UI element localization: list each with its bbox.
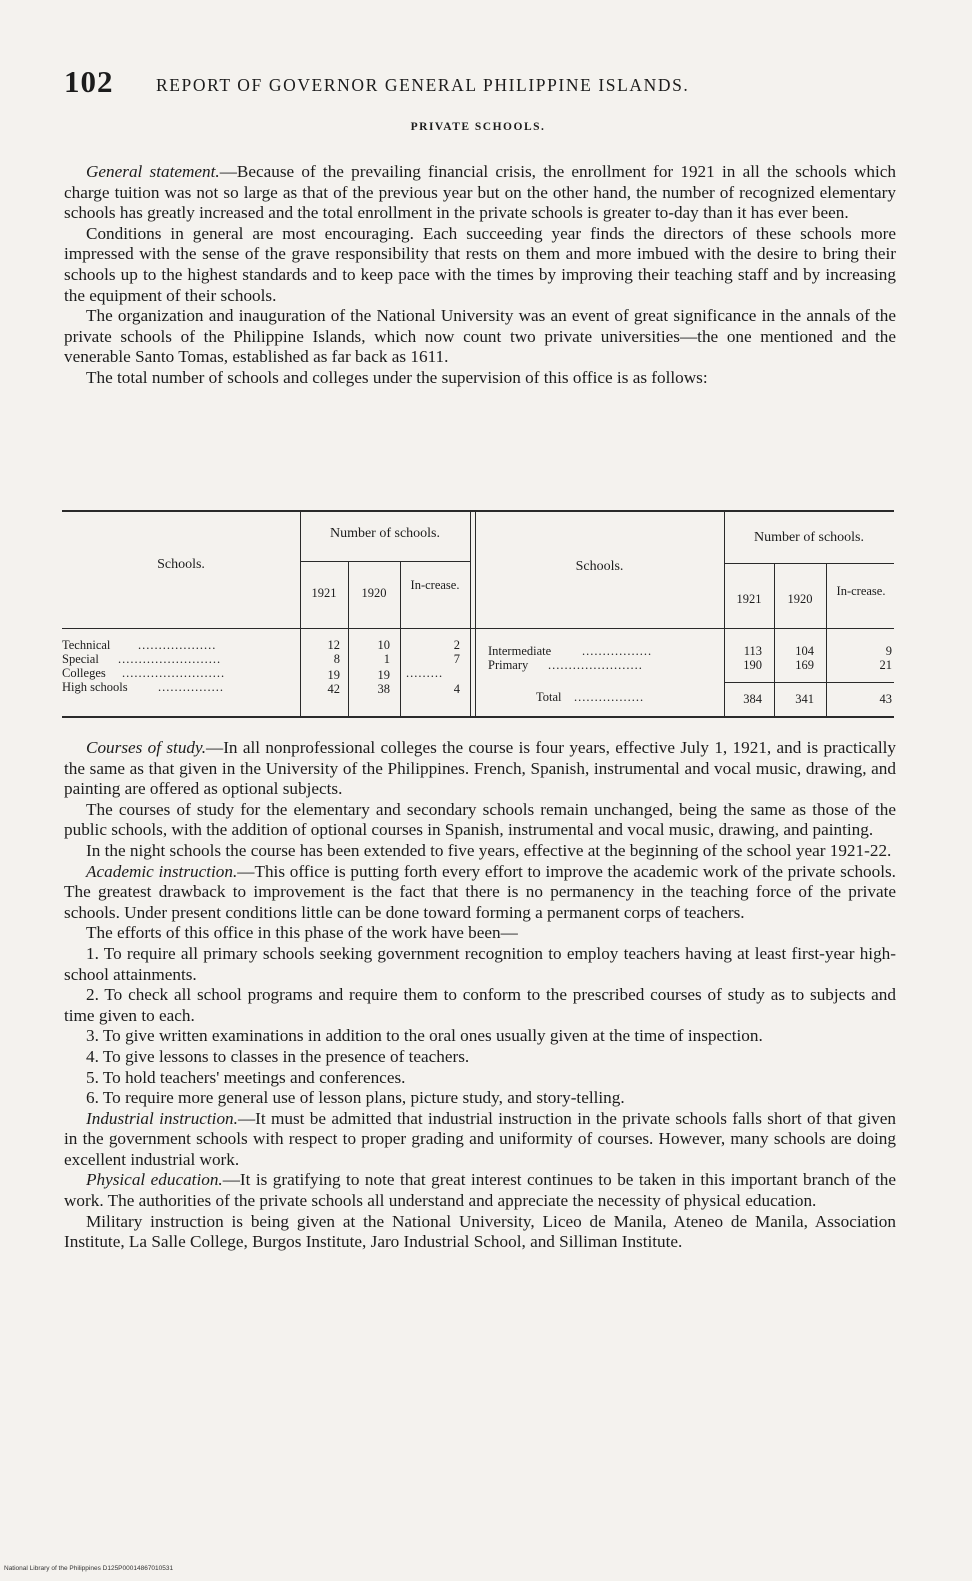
paragraph-lead: Academic instruction. [86, 861, 238, 881]
paragraph-lead: Industrial instruction. [86, 1108, 238, 1128]
column-header-increase: In-crease. [836, 584, 886, 598]
schools-table: Schools. Number of schools. 1921 1920 In-crease. Schools. Number of schools. 1921 1920 In-crease. Technical ................... 12 10 2 Special ......................... 8 1 7 Colleges ......................... 19 19 ......... High schools ................ 42 38 4 Intermediate ................. 113 104 9 Primary ....................... 190 169 21 Total ................. 384 341 43 [62, 510, 894, 720]
paragraph-text: Conditions in general are most encouraging. Each succeeding year finds the directors of these schools more impressed with the sense of the grave responsibility that rests on them and more imbued with the desire to bring their schools up to the highest standards and to keep pace with the times by improving their teaching staff and by increasing the equipment of their schools. [64, 223, 896, 305]
paragraph-lead: Physical education. [86, 1170, 223, 1190]
paragraph-text: The courses of study for the elementary and secondary schools remain unchanged, being the same as those of the public schools, with the addition of optional courses in Spanish, instrumental and vocal music, drawing, and painting. [64, 799, 896, 840]
paragraph-text: —It must be admitted that industrial instruction in the private schools falls short of that given in the government schools with respect to proper grading and uniformity of courses. However, many schools are doing excellent industrial work. [64, 1108, 896, 1169]
cell-1920: 104 [795, 644, 814, 658]
cell-increase: 7 [453, 652, 460, 666]
paragraph-text: The total number of schools and colleges under the supervision of this office is as follows: [86, 367, 708, 387]
cell-increase: 43 [879, 692, 892, 706]
cell-1921: 42 [327, 682, 340, 696]
paragraph-text: 6. To require more general use of lesson plans, picture study, and story-telling. [86, 1088, 625, 1108]
paragraph-text: 5. To hold teachers' meetings and conferences. [86, 1067, 406, 1087]
column-header-number-of-schools: Number of schools. [329, 526, 441, 541]
paragraph-text: Military instruction is being given at the National University, Liceo de Manila, Ateneo de Manila, Association Institute, La Salle College, Burgos Institute, Jaro Industrial School, and Silliman Institute. [64, 1211, 896, 1252]
section-title: PRIVATE SCHOOLS. [410, 121, 546, 133]
cell-1921: 190 [743, 658, 762, 672]
column-header-schools: Schools. [575, 559, 624, 574]
paragraph-text: —In all nonprofessional colleges the course is four years, effective July 1, 1921, and is practically the same as that given in the University of the Philippines. French, Spanish, instrumental and vocal music, drawing, and painting are offered as optional subjects. [64, 738, 896, 799]
paragraph [64, 738, 896, 800]
cell-1921: 19 [327, 668, 340, 682]
cell-1920: 1 [383, 652, 390, 666]
paragraph [64, 923, 896, 944]
paragraph-lead: General statement. [86, 162, 220, 181]
paragraph-text: The efforts of this office in this phase of the work have been— [86, 923, 518, 943]
cell-increase: 9 [885, 644, 892, 658]
paragraph-text: —This office is putting forth every effort to improve the academic work of the private schools. The greatest drawback to improvement is the fact that there is no permanency in the teaching force of the private schools. Under present conditions little can be done toward forming a permanent corps of teachers. [64, 861, 896, 922]
paragraph-text: 3. To give written examinations in addition to the oral ones usually given at the time of inspection. [86, 1026, 763, 1046]
paragraph-text: 2. To check all school programs and require them to conform to the prescribed courses of study as to subjects and time given to each. [64, 985, 896, 1025]
paragraph [64, 224, 896, 306]
cell-1921: 8 [333, 652, 340, 666]
row-label: Colleges [62, 666, 106, 680]
list-item [64, 1068, 896, 1089]
cell-increase: 4 [453, 682, 460, 696]
column-header-1920: 1920 [361, 586, 387, 600]
row-label: Technical [62, 638, 111, 652]
column-header-1921: 1921 [736, 592, 762, 606]
paragraph-text: The organization and inauguration of the National University was an event of great significance in the annals of the private schools of the Philippine Islands, which now count two private universities—the one mentioned and the venerable Santo Tomas, established as far back as 1611. [64, 306, 896, 367]
paragraph [64, 862, 896, 924]
cell-1920: 19 [377, 668, 390, 682]
row-label: Intermediate [488, 644, 552, 658]
column-header-1921: 1921 [311, 586, 337, 600]
list-item [64, 985, 896, 1026]
body-text-bottom [64, 738, 896, 1253]
paragraph-text: 1. To require all primary schools seeking government recognition to employ teachers having at least first-year high-school attainments. [64, 943, 896, 984]
page-number: 102 [64, 64, 114, 99]
paragraph-lead: Courses of study. [86, 738, 206, 757]
column-header-1920: 1920 [787, 592, 813, 606]
body-text-top [64, 162, 896, 389]
paragraph [64, 1170, 896, 1211]
row-label: High schools [62, 680, 128, 694]
column-header-schools: Schools. [157, 557, 205, 572]
paragraph [64, 306, 896, 368]
cell-increase: 21 [879, 658, 892, 672]
row-label: Primary [488, 658, 529, 672]
cell-1920: 38 [377, 682, 390, 696]
cell-1921: 12 [327, 638, 340, 652]
paragraph [64, 800, 896, 841]
cell-1921: 384 [743, 692, 762, 706]
row-label: Total [536, 690, 562, 704]
paragraph [64, 1109, 896, 1171]
paragraph-text: —It is gratifying to note that great interest continues to be taken in this important branch of the work. The authorities of the private schools all understand and appreciate the necessity of physical education. [64, 1170, 897, 1211]
list-item [64, 944, 896, 985]
running-head: REPORT OF GOVERNOR GENERAL PHILIPPINE ISLANDS. [156, 75, 690, 95]
page-header [64, 64, 824, 104]
scan-footer-note: National Library of the Philippines D125P00014867010531 [4, 1565, 174, 1572]
cell-1920: 10 [377, 638, 390, 652]
paragraph [64, 162, 896, 224]
column-header-number-of-schools: Number of schools. [753, 530, 865, 545]
paragraph [64, 841, 896, 862]
cell-1920: 169 [795, 658, 814, 672]
paragraph [64, 368, 896, 389]
cell-1920: 341 [795, 692, 814, 706]
paragraph-text: —Because of the prevailing financial crisis, the enrollment for 1921 in all the schools which charge tuition was not so large as that of the previous year but on the other hand, the number of recognized elementary schools has greatly increased and the total enrollment in the private schools is greater to-day than it has ever been. [64, 162, 896, 223]
list-item [64, 1047, 896, 1068]
list-item [64, 1026, 896, 1047]
column-header-increase: In-crease. [410, 578, 460, 592]
row-label: Special [62, 652, 99, 666]
paragraph-text: In the night schools the course has been extended to five years, effective at the beginning of the school year 1921-22. [86, 840, 892, 860]
cell-increase: ......... [406, 666, 444, 680]
cell-1921: 113 [743, 644, 762, 658]
paragraph [64, 1212, 896, 1253]
list-item [64, 1088, 896, 1109]
paragraph-text: 4. To give lessons to classes in the presence of teachers. [86, 1046, 470, 1066]
cell-increase: 2 [453, 638, 460, 652]
